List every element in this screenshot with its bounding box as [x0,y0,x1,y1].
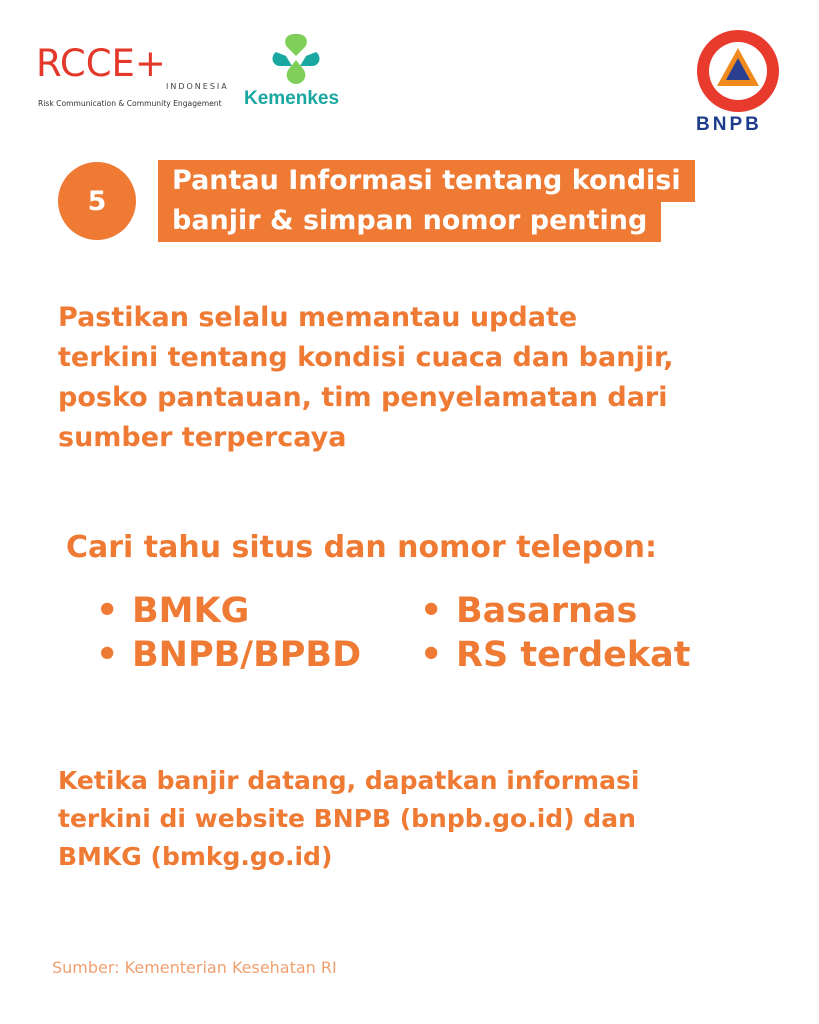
bullet-icon: • [96,591,119,631]
intro-paragraph [58,298,674,458]
step-headline-line: Pantau Informasi tentang kondisi [158,160,695,202]
closing-line: BMKG (bmkg.go.id) [58,842,333,871]
rcce-subtitle: INDONESIA [166,82,229,91]
contact-list-item [96,588,249,634]
rcce-wordmark: RCCE+ [36,42,166,85]
contact-list-item [420,588,637,634]
bnpb-logo [690,28,786,138]
bullet-icon: • [96,635,119,675]
closing-paragraph [58,762,639,876]
bnpb-emblem-icon [695,28,781,114]
source-note: Sumber: Kementerian Kesehatan RI [52,958,337,977]
contact-list-item [420,632,691,678]
bullet-icon: • [420,635,443,675]
intro-line: terkini tentang kondisi cuaca dan banjir, [58,342,674,373]
step-number-badge: 5 [58,162,136,240]
kemenkes-emblem-icon [266,30,326,86]
closing-line: terkini di website BNPB (bnpb.go.id) dan [58,804,636,833]
intro-line: posko pantauan, tim penyelamatan dari [58,382,668,413]
closing-line: Ketika banjir datang, dapatkan informasi [58,766,640,795]
contact-item-label: BNPB/BPBD [132,635,362,675]
kemenkes-logo [244,30,364,116]
bullet-icon: • [420,591,443,631]
bnpb-label: BNPB [696,114,762,135]
intro-line: Pastikan selalu memantau update [58,302,578,333]
rcce-logo [36,38,236,118]
contact-list-item [96,632,361,678]
rcce-tagline: Risk Communication & Community Engagement [38,99,222,108]
contact-item-label: BMKG [132,591,250,631]
contact-item-label: Basarnas [456,591,638,631]
contact-item-label: RS terdekat [456,635,691,675]
kemenkes-label: Kemenkes [244,88,340,109]
contacts-heading: Cari tahu situs dan nomor telepon: [66,530,658,565]
step-headline-line: banjir & simpan nomor penting [158,200,661,242]
intro-line: sumber terpercaya [58,422,347,453]
